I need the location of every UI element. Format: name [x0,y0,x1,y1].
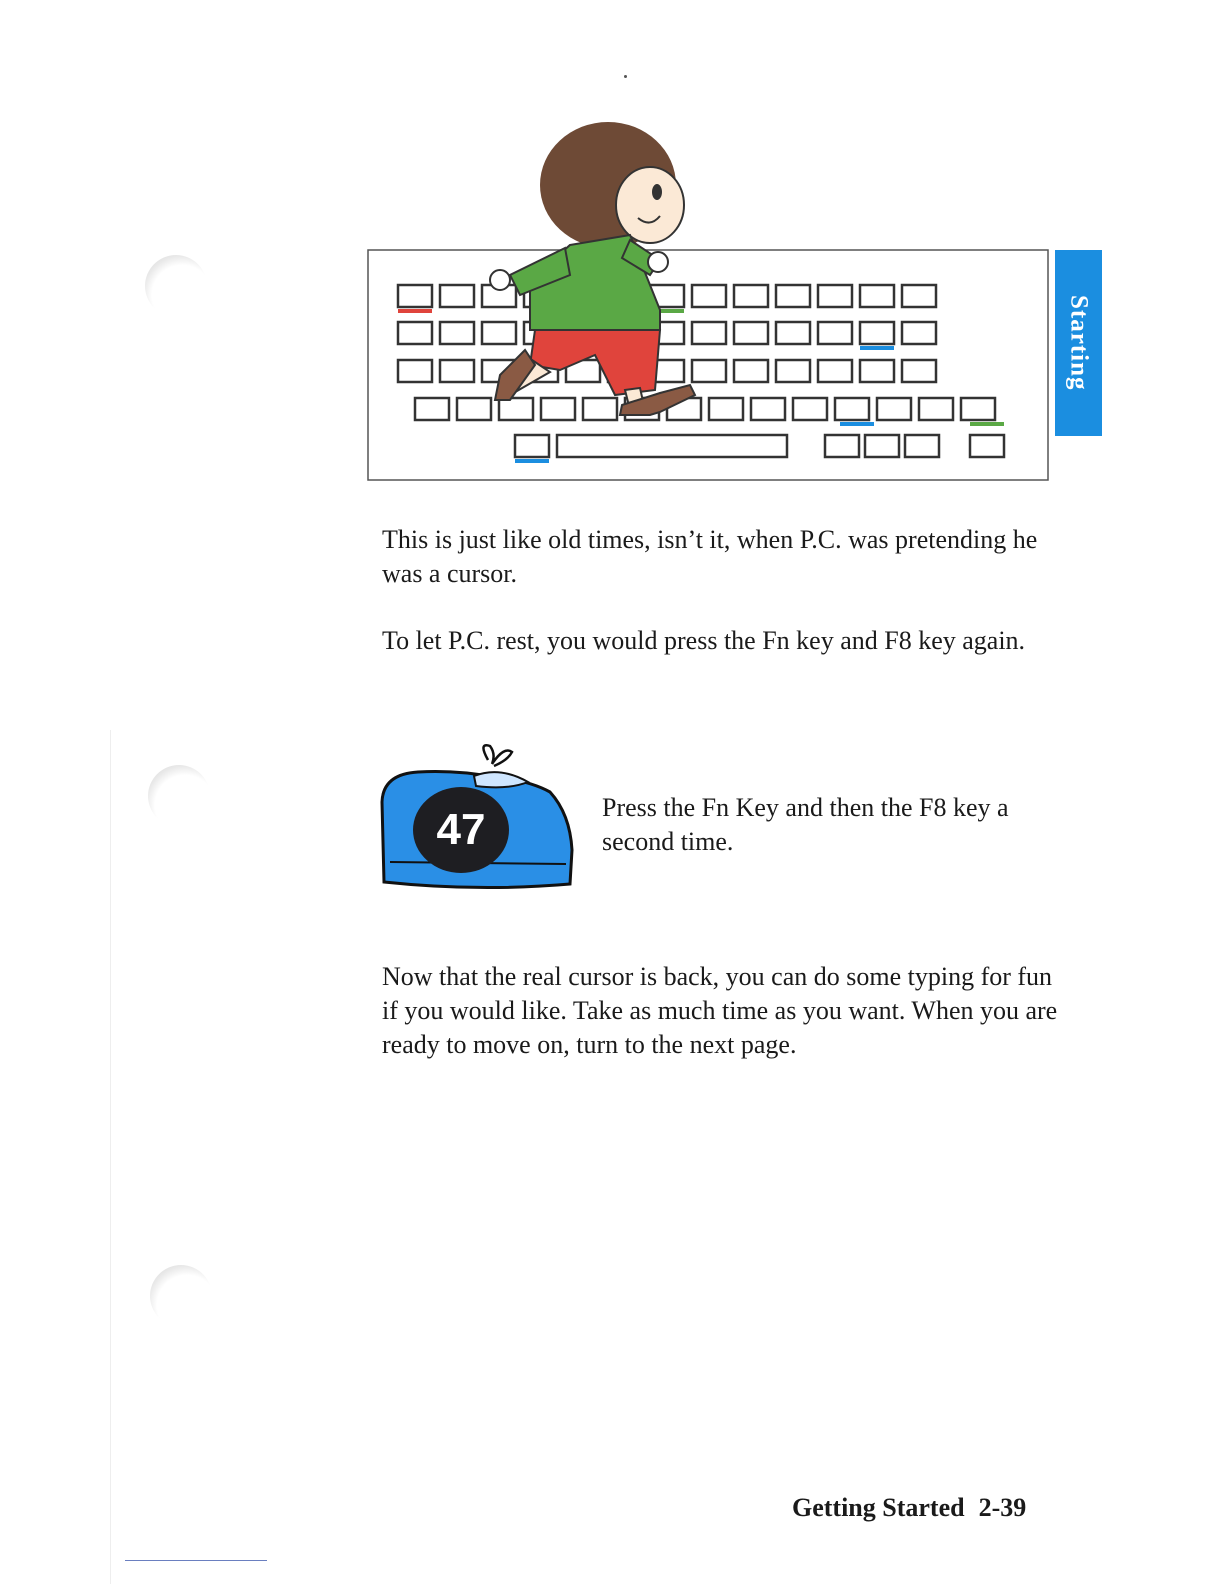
key [440,322,474,344]
section-tab [1055,250,1102,436]
key [825,435,859,457]
keyboard-illustration [360,110,1060,495]
key [877,398,911,420]
key [398,285,432,307]
step-instruction: Press the Fn Key and then the F8 key a second time. [602,793,1009,856]
key [457,398,491,420]
key [818,360,852,382]
key-color-accent [860,346,894,350]
key [440,360,474,382]
step-number-badge [413,787,509,873]
key [865,435,899,457]
key [499,398,533,420]
footer-section: Getting Started [792,1493,965,1522]
key [583,398,617,420]
page-footer [792,1493,1026,1523]
paragraph-next: Now that the real cursor is back, you can do some typing for fun if you would like. Take as much time as you want. When you are ready to move on, turn to the next page. [382,962,1058,1059]
key [709,398,743,420]
bottom-rule [125,1560,267,1561]
character-face [616,167,684,243]
binder-hole-middle [148,765,210,827]
key [860,322,894,344]
key-color-accent [970,422,1004,426]
key [818,285,852,307]
key [734,360,768,382]
key [902,360,936,382]
key [919,398,953,420]
key [835,398,869,420]
binder-edge [110,730,111,1584]
paragraph-intro: This is just like old times, isn’t it, when P.C. was pretending he was a cursor. [382,525,1038,588]
key [692,360,726,382]
key [734,285,768,307]
key-color-accent [398,309,432,313]
key [902,322,936,344]
key [905,435,939,457]
key [776,322,810,344]
key [415,398,449,420]
shoe-bow [483,745,512,766]
key [818,322,852,344]
step-number: 47 [436,805,486,854]
key [961,398,995,420]
section-tab-label: Starting [1065,295,1093,391]
key [692,322,726,344]
binder-hole-top [145,255,207,317]
key [751,398,785,420]
key [776,285,810,307]
key [793,398,827,420]
character-hand-front [648,252,668,272]
key [440,285,474,307]
key-color-accent [515,459,549,463]
binder-hole-bottom [150,1265,212,1327]
key [482,322,516,344]
key [734,322,768,344]
space-key [557,435,787,457]
key [776,360,810,382]
page-number: 2-39 [978,1493,1027,1522]
character-eye [652,184,662,200]
key [970,435,1004,457]
key-color-accent [840,422,874,426]
key [902,285,936,307]
key [398,322,432,344]
key [541,398,575,420]
key [860,360,894,382]
character-hand-back [490,270,510,290]
speck [624,75,627,78]
key [692,285,726,307]
shoe-laces [474,772,528,787]
key [398,360,432,382]
key [515,435,549,457]
paragraph-rest: To let P.C. rest, you would press the Fn key and F8 key again. [382,626,1026,655]
key [860,285,894,307]
